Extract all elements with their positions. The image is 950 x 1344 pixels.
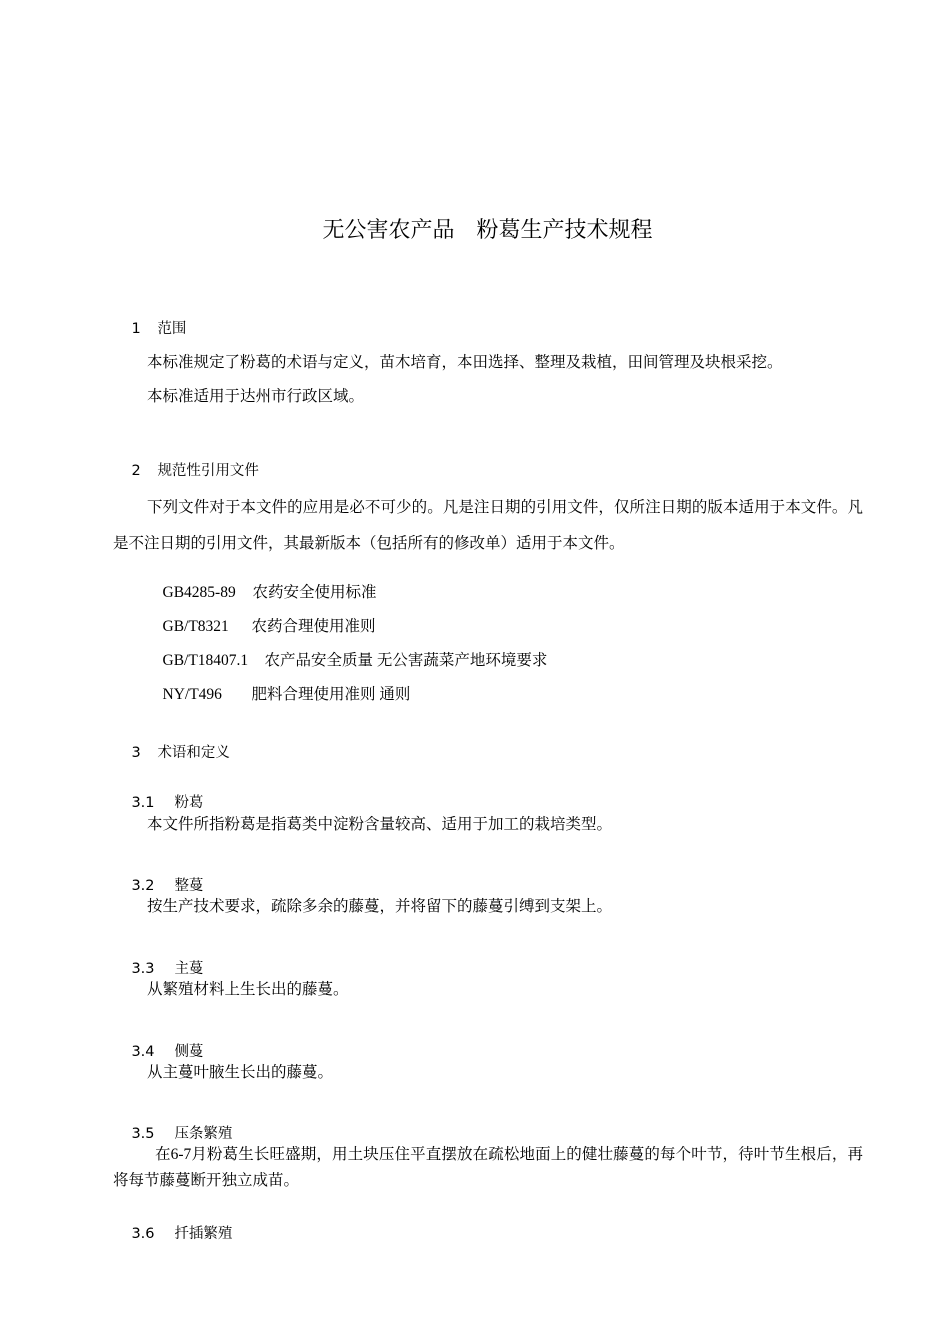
term-name: 主蔓 (174, 961, 204, 977)
section-title: 规范性引用文件 (157, 463, 259, 479)
section-number: 3 (131, 745, 141, 761)
reference-code: GB/T8321 (162, 618, 229, 635)
section-heading-normative-references (113, 443, 259, 496)
paragraph: 本标准适用于达州市行政区域。 (147, 388, 365, 405)
term-definition: 从主蔓叶腋生长出的藤蔓。 (147, 1064, 334, 1081)
term-name: 整蔓 (174, 878, 204, 894)
document-title: 无公害农产品 粉葛生产技术规程 (322, 218, 653, 243)
reference-code: GB4285-89 (162, 584, 236, 601)
term-number: 3.3 (131, 961, 155, 977)
reference-title: 农产品安全质量 无公害蔬菜产地环境要求 (264, 652, 548, 669)
paragraph: 本标准规定了粉葛的术语与定义，苗木培育，本田选择、整理及栽植，田间管理及块根采挖。 (147, 354, 783, 371)
section-title: 术语和定义 (157, 745, 230, 761)
term-definition: 在6-7月粉葛生长旺盛期，用土块压住平直摆放在疏松地面上的健壮藤蔓的每个叶节，待叶节生根后，再将每节藤蔓断开独立成苗。 (113, 1146, 863, 1189)
reference-code: NY/T496 (162, 686, 222, 703)
section-title: 范围 (157, 321, 187, 337)
term-heading (113, 1206, 232, 1259)
term-definition: 本文件所指粉葛是指葛类中淀粉含量较高、适用于加工的栽培类型。 (147, 816, 613, 833)
term-number: 3.2 (131, 878, 155, 894)
section-heading-terms-definitions (113, 725, 230, 778)
reference-item (147, 664, 410, 722)
section-heading-scope (113, 301, 186, 354)
reference-title: 肥料合理使用准则 通则 (251, 686, 411, 703)
term-name: 侧蔓 (174, 1044, 204, 1060)
term-definition: 按生产技术要求，疏除多余的藤蔓，并将留下的藤蔓引缚到支架上。 (147, 898, 613, 915)
term-number: 3.4 (131, 1044, 155, 1060)
term-number: 3.6 (131, 1226, 155, 1242)
term-definition: 从繁殖材料上生长出的藤蔓。 (147, 981, 349, 998)
reference-title: 农药合理使用准则 (251, 618, 376, 635)
term-name: 粉葛 (174, 795, 204, 811)
term-name: 压条繁殖 (174, 1126, 233, 1142)
reference-title: 农药安全使用标准 (252, 584, 377, 601)
paragraph: 下列文件对于本文件的应用是必不可少的。凡是注日期的引用文件，仅所注日期的版本适用于本文件。凡是不注日期的引用文件，其最新版本（包括所有的修改单）适用于本文件。 (113, 499, 863, 552)
term-number: 3.5 (131, 1126, 155, 1142)
term-number: 3.1 (131, 795, 155, 811)
section-number: 1 (131, 321, 141, 337)
reference-code: GB/T18407.1 (162, 652, 249, 669)
section-number: 2 (131, 463, 141, 479)
term-name: 扦插繁殖 (174, 1226, 233, 1242)
